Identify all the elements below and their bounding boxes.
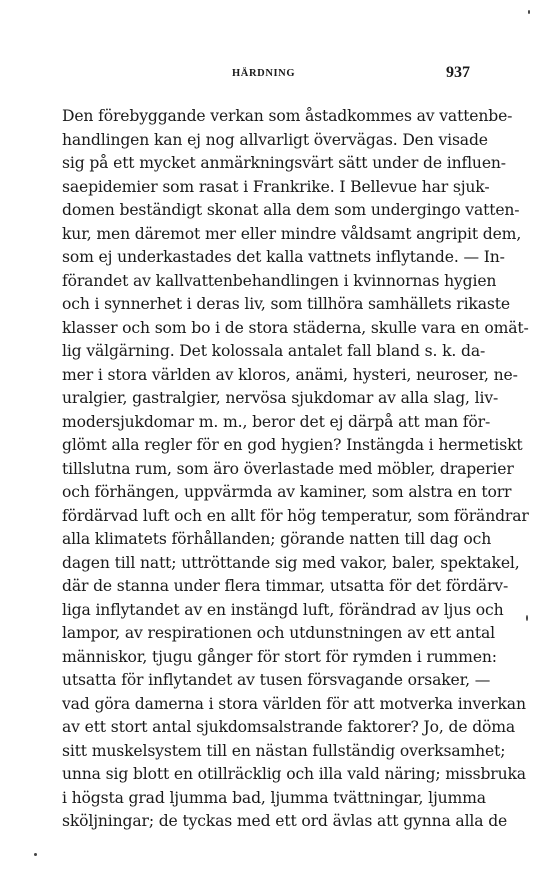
text-line: av ett stort antal sjukdomsalstrande faktorer? Jo, de döma — [62, 718, 516, 736]
text-line: vad göra damerna i stora världen för att motverka inverkan — [62, 694, 526, 713]
text-line: uralgier, gastralgier, nervösa sjukdomar av alla slag, liv- — [62, 389, 499, 407]
text-line: dagen till natt; uttröttande sig med vakor, baler, spektakel, — [62, 553, 520, 572]
text-line: där de stanna under flera timmar, utsatta för det fördärv- — [62, 577, 509, 595]
print-speck — [34, 853, 37, 856]
page-number: 937 — [446, 64, 470, 81]
print-speck — [528, 10, 530, 14]
text-line: människor, tjugu gånger för stort för rymden i rummen: — [62, 647, 497, 666]
page-header — [0, 64, 552, 86]
text-line: fördärvad luft och en allt för hög temperatur, som förändrar — [62, 506, 529, 525]
text-line: Den förebyggande verkan som åstadkommes av vattenbe- — [62, 107, 513, 125]
text-line: sköljningar; de tyckas med ett ord ävlas att gynna alla de — [62, 812, 508, 830]
text-line: modersjukdomar m. m., beror det ej därpå att man för- — [62, 412, 491, 431]
text-line: sitt muskelsystem till en nästan fullständig overksamhet; — [62, 741, 506, 760]
text-line: sig på ett mycket anmärkningsvärt sätt under de influen- — [62, 154, 506, 172]
text-line: handlingen kan ej nog allvarligt övervägas. Den visade — [62, 130, 488, 149]
text-line: domen beständigt skonat alla dem som undergingo vatten- — [62, 201, 520, 219]
text-line: lig välgärning. Det kolossala antalet fall bland s. k. da- — [62, 342, 486, 360]
text-line: och förhängen, uppvärmda av kaminer, som alstra en torr — [62, 483, 512, 501]
text-line: förandet av kallvattenbehandlingen i kvinnornas hygien — [62, 271, 497, 290]
body-text — [62, 105, 529, 834]
text-line: i högsta grad ljumma bad, ljumma tvättningar, ljumma — [62, 788, 486, 807]
text-line: unna sig blott en otillräcklig och illa vald näring; missbruka — [62, 765, 526, 783]
text-line: utsatta för inflytandet av tusen försvagande orsaker, — — [62, 671, 491, 689]
text-line: alla klimatets förhållanden; görande natten till dag och — [62, 530, 492, 548]
running-title: HÄRDNING — [232, 68, 296, 79]
print-speck — [526, 615, 528, 621]
text-line: och i synnerhet i deras liv, som tillhöra samhällets rikaste — [62, 295, 510, 313]
text-line: liga inflytandet av en instängd luft, förändrad av ljus och — [62, 600, 504, 619]
text-line: mer i stora världen av kloros, anämi, hysteri, neuroser, ne- — [62, 365, 518, 384]
text-line: lampor, av respirationen och utdunstningen av ett antal — [62, 624, 495, 642]
text-line: tillslutna rum, som äro överlastade med möbler, draperier — [62, 459, 514, 478]
text-line: som ej underkastades det kalla vattnets inflytande. — In- — [62, 248, 505, 266]
text-line: klasser och som bo i de stora städerna, skulle vara en omät- — [62, 318, 529, 337]
text-line: saepidemier som rasat i Frankrike. I Bellevue har sjuk- — [62, 177, 490, 196]
text-line: glömt alla regler för en god hygien? Instängda i hermetiskt — [62, 436, 523, 454]
text-line: kur, men däremot mer eller mindre våldsamt angripit dem, — [62, 224, 522, 243]
